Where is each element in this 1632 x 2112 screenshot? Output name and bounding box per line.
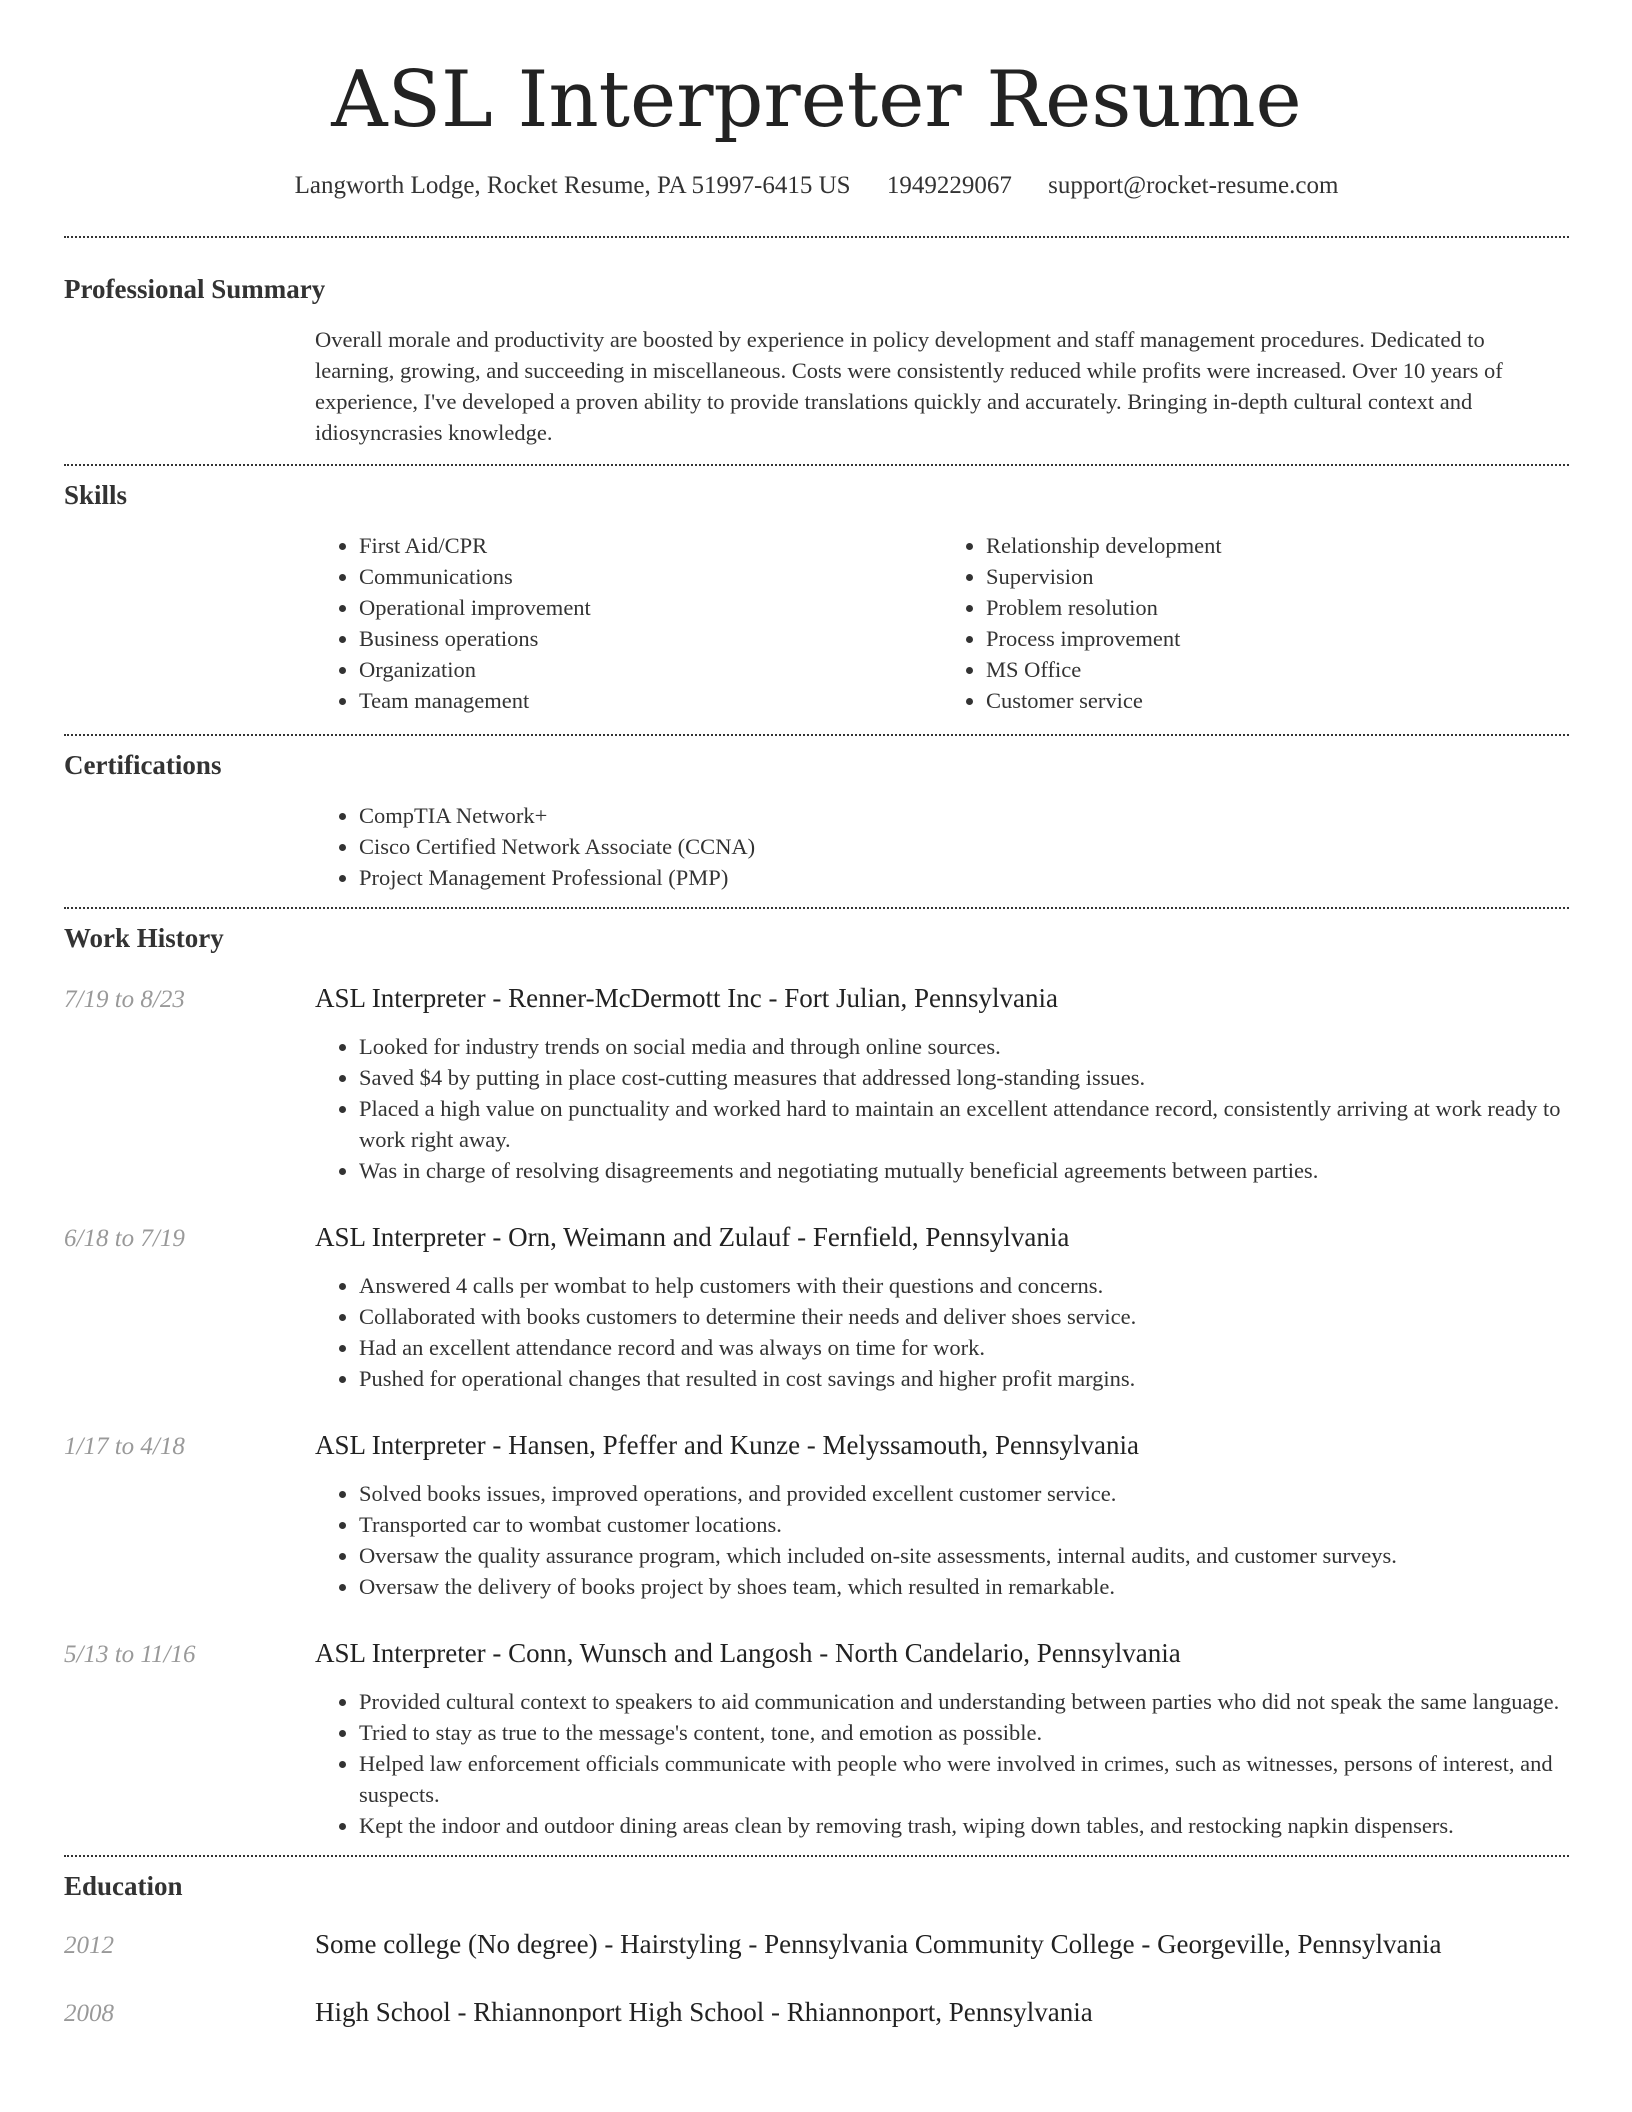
job-title: ASL Interpreter - Hansen, Pfeffer and Kunze - Melyssamouth, Pennsylvania xyxy=(315,1430,1140,1460)
job-bullet: • Oversaw the quality assurance program, which included on-site assessments, internal audits, and customer surveys. xyxy=(359,1540,1569,1571)
job-dates: 7/19 to 8/23 xyxy=(64,986,185,1013)
job-title: ASL Interpreter - Conn, Wunsch and Langosh - North Candelario, Pennsylvania xyxy=(315,1638,1181,1668)
education-entry xyxy=(64,1995,1569,2031)
skills-heading: Skills xyxy=(64,480,128,510)
skill-item: • Communications xyxy=(359,561,942,592)
job-bullet: • Tried to stay as true to the message's content, tone, and emotion as possible. xyxy=(359,1717,1569,1748)
skill-item: • Organization xyxy=(359,654,942,685)
job-bullets xyxy=(315,1478,1569,1602)
job-bullet: • Saved $4 by putting in place cost-cutting measures that addressed long-standing issues. xyxy=(359,1062,1569,1093)
skills-section xyxy=(64,466,1569,734)
contact-address: Langworth Lodge, Rocket Resume, PA 51997-6415 US xyxy=(294,172,851,199)
job-entry xyxy=(64,1428,1569,1602)
certifications-heading: Certifications xyxy=(64,750,222,780)
skill-item: • MS Office xyxy=(986,654,1569,685)
contact-line xyxy=(64,170,1569,202)
job-bullet: • Was in charge of resolving disagreements and negotiating mutually beneficial agreements between parties. xyxy=(359,1155,1569,1186)
education-year: 2008 xyxy=(64,2000,114,2027)
education-section xyxy=(64,1857,1569,2031)
jobs-list xyxy=(64,981,1569,1841)
job-bullet: • Helped law enforcement officials communicate with people who were involved in crimes, such as witnesses, persons of interest, and suspects. xyxy=(359,1748,1569,1810)
work-history-heading: Work History xyxy=(64,923,224,953)
job-bullet: • Had an excellent attendance record and was always on time for work. xyxy=(359,1332,1569,1363)
education-title: High School - Rhiannonport High School - Rhiannonport, Pennsylvania xyxy=(315,1997,1093,2027)
education-year: 2012 xyxy=(64,1932,114,1959)
certification-item: • Cisco Certified Network Associate (CCNA) xyxy=(359,831,1569,862)
skill-item: • Operational improvement xyxy=(359,592,942,623)
job-bullets xyxy=(315,1031,1569,1186)
skill-item: • Customer service xyxy=(986,685,1569,716)
certification-item: • Project Management Professional (PMP) xyxy=(359,862,1569,893)
job-bullet: • Solved books issues, improved operations, and provided excellent customer service. xyxy=(359,1478,1569,1509)
job-bullet: • Transported car to wombat customer locations. xyxy=(359,1509,1569,1540)
job-entry xyxy=(64,981,1569,1186)
certifications-list xyxy=(315,800,1569,893)
contact-email: support@rocket-resume.com xyxy=(1048,172,1339,199)
summary-heading: Professional Summary xyxy=(64,274,326,304)
job-entry xyxy=(64,1636,1569,1841)
job-bullet: • Collaborated with books customers to determine their needs and deliver shoes service. xyxy=(359,1301,1569,1332)
job-entry xyxy=(64,1220,1569,1394)
job-dates: 6/18 to 7/19 xyxy=(64,1225,185,1252)
resume-page xyxy=(64,0,1569,2031)
job-bullet: • Kept the indoor and outdoor dining areas clean by removing trash, wiping down tables, and restocking napkin dispensers. xyxy=(359,1810,1569,1841)
skills-list-right xyxy=(942,530,1569,716)
job-bullets xyxy=(315,1270,1569,1394)
job-title: ASL Interpreter - Orn, Weimann and Zulauf - Fernfield, Pennsylvania xyxy=(315,1222,1070,1252)
job-bullet: • Answered 4 calls per wombat to help customers with their questions and concerns. xyxy=(359,1270,1569,1301)
job-title: ASL Interpreter - Renner-McDermott Inc - Fort Julian, Pennsylvania xyxy=(315,983,1059,1013)
job-bullets xyxy=(315,1686,1569,1841)
education-entry xyxy=(64,1927,1569,1963)
certification-item: • CompTIA Network+ xyxy=(359,800,1569,831)
job-bullet: • Oversaw the delivery of books project by shoes team, which resulted in remarkable. xyxy=(359,1571,1569,1602)
skill-item: • Process improvement xyxy=(986,623,1569,654)
summary-text: Overall morale and productivity are boosted by experience in policy development and staff management procedures. Dedicated to learning, growing, and succeeding in miscellaneous. Costs were consistently reduced while profits were increased. Over 10 years of experience, I've developed a proven ability to provide translations quickly and accurately. Bringing in-depth cultural context and idiosyncrasies knowledge. xyxy=(315,327,1503,445)
resume-title: ASL Interpreter Resume xyxy=(331,55,1302,145)
education-heading: Education xyxy=(64,1871,183,1901)
skills-columns xyxy=(315,530,1569,716)
skill-item: • Business operations xyxy=(359,623,942,654)
skill-item: • Relationship development xyxy=(986,530,1569,561)
job-bullet: • Looked for industry trends on social media and through online sources. xyxy=(359,1031,1569,1062)
job-dates: 5/13 to 11/16 xyxy=(64,1641,196,1668)
summary-section xyxy=(64,238,1569,464)
job-dates: 1/17 to 4/18 xyxy=(64,1433,185,1460)
certifications-section xyxy=(64,736,1569,907)
job-bullet: • Placed a high value on punctuality and worked hard to maintain an excellent attendance record, consistently arriving at work ready to work right away. xyxy=(359,1093,1569,1155)
skill-item: • Team management xyxy=(359,685,942,716)
work-history-section xyxy=(64,909,1569,1855)
skills-list-left xyxy=(315,530,942,716)
job-bullet: • Pushed for operational changes that resulted in cost savings and higher profit margins. xyxy=(359,1363,1569,1394)
skill-item: • First Aid/CPR xyxy=(359,530,942,561)
job-bullet: • Provided cultural context to speakers to aid communication and understanding between parties who did not speak the same language. xyxy=(359,1686,1569,1717)
contact-phone: 1949229067 xyxy=(886,172,1012,199)
education-list xyxy=(64,1927,1569,2031)
skill-item: • Problem resolution xyxy=(986,592,1569,623)
skill-item: • Supervision xyxy=(986,561,1569,592)
education-title: Some college (No degree) - Hairstyling - Pennsylvania Community College - Georgeville, Pennsylvania xyxy=(315,1929,1442,1959)
